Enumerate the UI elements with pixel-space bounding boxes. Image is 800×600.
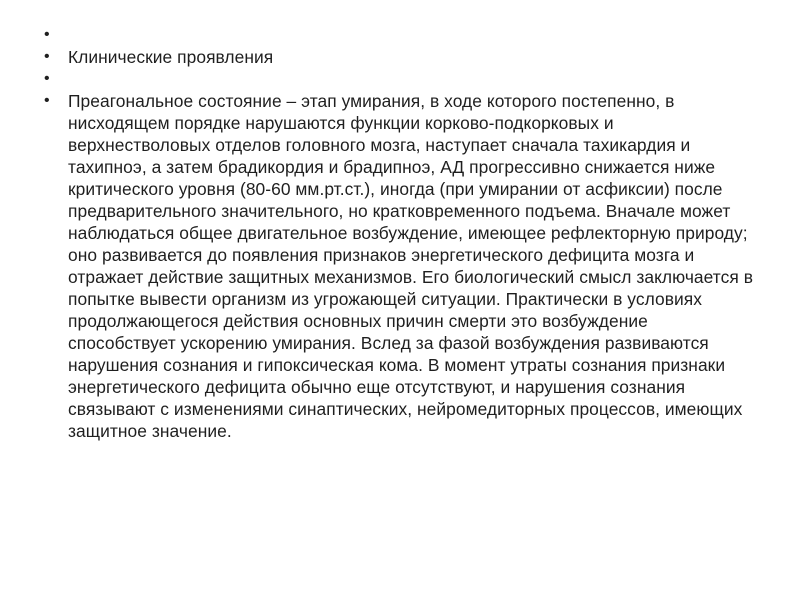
bullet-dot-icon: • <box>44 26 50 43</box>
bullet-item-empty-1 <box>44 24 754 46</box>
body-paragraph: Преагональное состояние – этап умирания, в ходе которого постепенно, в нисходящем порядке нарушаются функции корково-подкорковых и верхнестволовых отделов головного мозга, наступает сначала тахикардия и тахипноэ, а затем брадикордия и брадипноэ, АД прогрессивно снижается ниже критического уровня (80-60 мм.рт.ст.), иногда (при умирании от асфиксии) после предварительного значительного, но кратковременного подъема. Вначале может наблюдаться общее двигательное возбуждение, имеющее рефлекторную природу; оно развивается до появления признаков энергетического дефицита мозга и отражает действие защитных механизмов. Его биологический смысл заключается в попытке вывести организм из угрожающей ситуации. Практически в условиях продолжающегося действия основных причин смерти это возбуждение способствует ускорению умирания. Вслед за фазой возбуждения развиваются нарушения сознания и гипоксическая кома. В момент утраты сознания признаки энергетического дефицита обычно еще отсутствуют, и нарушения сознания связывают с изменениями синаптических, нейромедиторных процессов, имеющих защитное значение. <box>68 91 754 441</box>
bullet-dot-icon: • <box>44 70 50 87</box>
section-heading: Клинические проявления <box>68 47 274 67</box>
bullet-item-body <box>44 90 754 442</box>
bullet-dot-icon: • <box>44 92 50 109</box>
bullet-dot-icon: • <box>44 48 50 65</box>
bullet-item-empty-2 <box>44 68 754 90</box>
bullet-list <box>44 24 754 442</box>
bullet-item-heading <box>44 46 754 68</box>
